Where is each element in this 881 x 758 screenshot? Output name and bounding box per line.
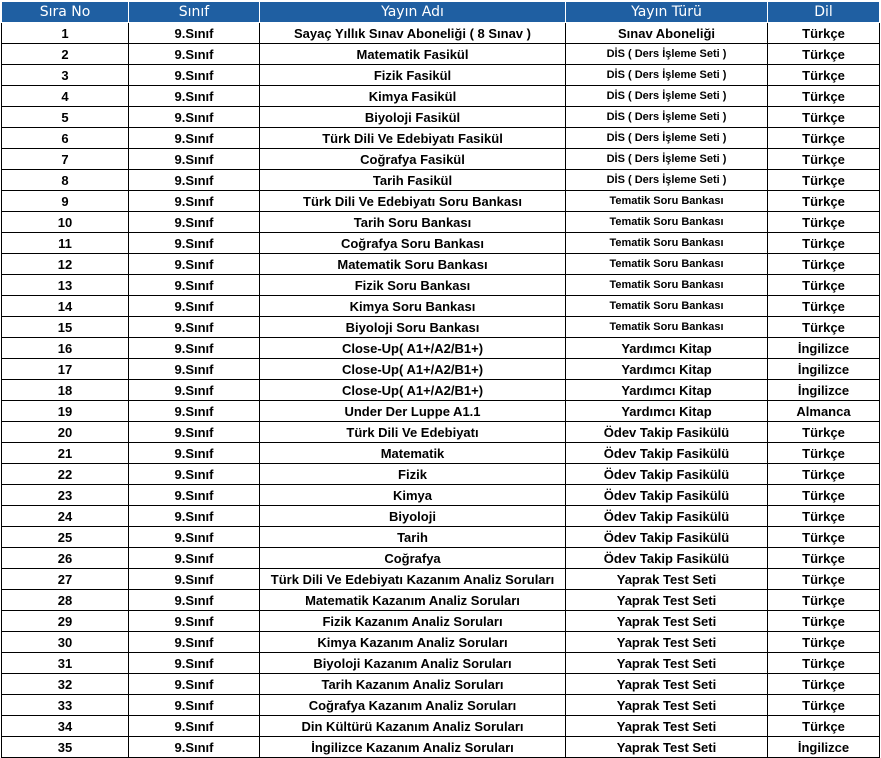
cell-sinif[interactable]: 9.Sınıf [129, 527, 260, 548]
cell-yayin-adi[interactable]: Kimya Kazanım Analiz Soruları [260, 632, 566, 653]
table-row [2, 233, 880, 254]
cell-sinif[interactable]: 9.Sınıf [129, 674, 260, 695]
cell-sira-no[interactable]: 32 [2, 674, 129, 695]
cell-sira-no[interactable]: 3 [2, 65, 129, 86]
table-row [2, 506, 880, 527]
cell-sinif[interactable]: 9.Sınıf [129, 695, 260, 716]
cell-yayin-turu[interactable]: Sınav Aboneliği [566, 23, 768, 44]
cell-sinif[interactable]: 9.Sınıf [129, 590, 260, 611]
cell-dil[interactable]: Türkçe [768, 716, 880, 737]
cell-yayin-adi[interactable]: Coğrafya Kazanım Analiz Soruları [260, 695, 566, 716]
cell-dil[interactable]: Türkçe [768, 233, 880, 254]
spreadsheet [1, 1, 879, 758]
cell-yayin-adi[interactable]: Türk Dili Ve Edebiyatı Kazanım Analiz Soruları [260, 569, 566, 590]
cell-sinif[interactable]: 9.Sınıf [129, 107, 260, 128]
cell-yayin-turu[interactable]: DİS ( Ders İşleme Seti ) [566, 65, 768, 86]
table-row [2, 107, 880, 128]
cell-dil[interactable]: Türkçe [768, 65, 880, 86]
cell-sinif[interactable]: 9.Sınıf [129, 23, 260, 44]
cell-yayin-turu[interactable]: Yardımcı Kitap [566, 359, 768, 380]
cell-yayin-turu[interactable]: Yaprak Test Seti [566, 716, 768, 737]
cell-yayin-turu[interactable]: Yaprak Test Seti [566, 569, 768, 590]
cell-dil[interactable]: Türkçe [768, 527, 880, 548]
header-dil[interactable]: Dil [768, 2, 880, 23]
cell-sinif[interactable]: 9.Sınıf [129, 86, 260, 107]
cell-yayin-turu[interactable]: Ödev Takip Fasikülü [566, 422, 768, 443]
table-row [2, 695, 880, 716]
cell-dil[interactable]: Türkçe [768, 485, 880, 506]
cell-sinif[interactable]: 9.Sınıf [129, 149, 260, 170]
cell-sinif[interactable]: 9.Sınıf [129, 737, 260, 758]
cell-sinif[interactable]: 9.Sınıf [129, 275, 260, 296]
table-row [2, 443, 880, 464]
cell-yayin-turu[interactable]: Yardımcı Kitap [566, 338, 768, 359]
cell-yayin-adi[interactable]: Biyoloji Fasikül [260, 107, 566, 128]
table-row [2, 527, 880, 548]
cell-yayin-adi[interactable]: Tarih Fasikül [260, 170, 566, 191]
cell-yayin-turu[interactable]: Tematik Soru Bankası [566, 317, 768, 338]
cell-sira-no[interactable]: 17 [2, 359, 129, 380]
cell-yayin-adi[interactable]: Matematik Soru Bankası [260, 254, 566, 275]
cell-sinif[interactable]: 9.Sınıf [129, 317, 260, 338]
table-row [2, 590, 880, 611]
table-row [2, 338, 880, 359]
cell-yayin-adi[interactable]: Kimya [260, 485, 566, 506]
table-row [2, 191, 880, 212]
cell-sinif[interactable]: 9.Sınıf [129, 569, 260, 590]
cell-yayin-adi[interactable]: Coğrafya Fasikül [260, 149, 566, 170]
table-row [2, 569, 880, 590]
cell-yayin-turu[interactable]: Tematik Soru Bankası [566, 296, 768, 317]
header-sira-no[interactable]: Sıra No [2, 2, 129, 23]
cell-yayin-adi[interactable]: Matematik [260, 443, 566, 464]
cell-yayin-adi[interactable]: Biyoloji Kazanım Analiz Soruları [260, 653, 566, 674]
table-row [2, 296, 880, 317]
cell-sinif[interactable]: 9.Sınıf [129, 338, 260, 359]
cell-sira-no[interactable]: 6 [2, 128, 129, 149]
cell-yayin-turu[interactable]: DİS ( Ders İşleme Seti ) [566, 44, 768, 65]
cell-yayin-adi[interactable]: Din Kültürü Kazanım Analiz Soruları [260, 716, 566, 737]
cell-yayin-adi[interactable]: Matematik Kazanım Analiz Soruları [260, 590, 566, 611]
table-row [2, 23, 880, 44]
cell-dil[interactable]: Türkçe [768, 569, 880, 590]
table-row [2, 401, 880, 422]
cell-yayin-turu[interactable]: Tematik Soru Bankası [566, 275, 768, 296]
cell-sinif[interactable]: 9.Sınıf [129, 212, 260, 233]
table-row [2, 632, 880, 653]
table-row [2, 422, 880, 443]
cell-yayin-turu[interactable]: Tematik Soru Bankası [566, 212, 768, 233]
cell-sinif[interactable]: 9.Sınıf [129, 548, 260, 569]
cell-dil[interactable]: İngilizce [768, 338, 880, 359]
cell-dil[interactable]: Türkçe [768, 695, 880, 716]
cell-yayin-turu[interactable]: Yardımcı Kitap [566, 380, 768, 401]
cell-sira-no[interactable]: 35 [2, 737, 129, 758]
publications-table [1, 1, 880, 758]
cell-dil[interactable]: Türkçe [768, 275, 880, 296]
table-row [2, 128, 880, 149]
table-row [2, 65, 880, 86]
cell-sira-no[interactable]: 14 [2, 296, 129, 317]
table-row [2, 548, 880, 569]
cell-sira-no[interactable]: 4 [2, 86, 129, 107]
cell-sinif[interactable]: 9.Sınıf [129, 380, 260, 401]
cell-sinif[interactable]: 9.Sınıf [129, 359, 260, 380]
cell-sira-no[interactable]: 22 [2, 464, 129, 485]
cell-yayin-turu[interactable]: Yardımcı Kitap [566, 401, 768, 422]
cell-dil[interactable]: Türkçe [768, 443, 880, 464]
cell-yayin-adi[interactable]: Close-Up( A1+/A2/B1+) [260, 338, 566, 359]
table-row [2, 653, 880, 674]
cell-sira-no[interactable]: 31 [2, 653, 129, 674]
cell-yayin-turu[interactable]: DİS ( Ders İşleme Seti ) [566, 170, 768, 191]
cell-yayin-adi[interactable]: Fizik [260, 464, 566, 485]
cell-sinif[interactable]: 9.Sınıf [129, 65, 260, 86]
cell-sira-no[interactable]: 5 [2, 107, 129, 128]
table-row [2, 674, 880, 695]
cell-sinif[interactable]: 9.Sınıf [129, 716, 260, 737]
cell-sira-no[interactable]: 12 [2, 254, 129, 275]
cell-dil[interactable]: Türkçe [768, 464, 880, 485]
cell-yayin-adi[interactable]: Biyoloji [260, 506, 566, 527]
header-sinif[interactable]: Sınıf [129, 2, 260, 23]
cell-yayin-adi[interactable]: Türk Dili Ve Edebiyatı Fasikül [260, 128, 566, 149]
cell-yayin-turu[interactable]: Yaprak Test Seti [566, 632, 768, 653]
table-row [2, 716, 880, 737]
cell-dil[interactable]: Türkçe [768, 674, 880, 695]
cell-yayin-adi[interactable]: Close-Up( A1+/A2/B1+) [260, 359, 566, 380]
table-row [2, 44, 880, 65]
cell-dil[interactable]: Türkçe [768, 506, 880, 527]
cell-sira-no[interactable]: 23 [2, 485, 129, 506]
cell-sira-no[interactable]: 1 [2, 23, 129, 44]
cell-yayin-adi[interactable]: Coğrafya Soru Bankası [260, 233, 566, 254]
cell-yayin-turu[interactable]: DİS ( Ders İşleme Seti ) [566, 149, 768, 170]
table-row [2, 317, 880, 338]
cell-dil[interactable]: Türkçe [768, 590, 880, 611]
cell-yayin-turu[interactable]: Yaprak Test Seti [566, 590, 768, 611]
cell-sira-no[interactable]: 7 [2, 149, 129, 170]
cell-yayin-turu[interactable]: Ödev Takip Fasikülü [566, 527, 768, 548]
cell-sira-no[interactable]: 8 [2, 170, 129, 191]
cell-dil[interactable]: Türkçe [768, 170, 880, 191]
table-row [2, 359, 880, 380]
cell-yayin-turu[interactable]: Yaprak Test Seti [566, 674, 768, 695]
cell-sira-no[interactable]: 26 [2, 548, 129, 569]
cell-sira-no[interactable]: 20 [2, 422, 129, 443]
cell-sinif[interactable]: 9.Sınıf [129, 464, 260, 485]
header-yayin-adi[interactable]: Yayın Adı [260, 2, 566, 23]
cell-sira-no[interactable]: 19 [2, 401, 129, 422]
table-row [2, 212, 880, 233]
cell-yayin-adi[interactable]: Kimya Soru Bankası [260, 296, 566, 317]
cell-sinif[interactable]: 9.Sınıf [129, 128, 260, 149]
cell-yayin-turu[interactable]: Tematik Soru Bankası [566, 233, 768, 254]
table-row [2, 611, 880, 632]
cell-dil[interactable]: Türkçe [768, 23, 880, 44]
cell-yayin-adi[interactable]: İngilizce Kazanım Analiz Soruları [260, 737, 566, 758]
cell-yayin-turu[interactable]: Ödev Takip Fasikülü [566, 506, 768, 527]
cell-sira-no[interactable]: 27 [2, 569, 129, 590]
cell-dil[interactable]: Türkçe [768, 611, 880, 632]
cell-sinif[interactable]: 9.Sınıf [129, 422, 260, 443]
cell-dil[interactable]: İngilizce [768, 737, 880, 758]
cell-yayin-adi[interactable]: Tarih Soru Bankası [260, 212, 566, 233]
cell-dil[interactable]: Türkçe [768, 317, 880, 338]
cell-yayin-adi[interactable]: Matematik Fasikül [260, 44, 566, 65]
cell-sira-no[interactable]: 28 [2, 590, 129, 611]
cell-yayin-adi[interactable]: Sayaç Yıllık Sınav Aboneliği ( 8 Sınav ) [260, 23, 566, 44]
cell-sira-no[interactable]: 29 [2, 611, 129, 632]
cell-sira-no[interactable]: 24 [2, 506, 129, 527]
cell-yayin-adi[interactable]: Türk Dili Ve Edebiyatı Soru Bankası [260, 191, 566, 212]
table-row [2, 485, 880, 506]
cell-sinif[interactable]: 9.Sınıf [129, 632, 260, 653]
cell-yayin-turu[interactable]: DİS ( Ders İşleme Seti ) [566, 86, 768, 107]
cell-yayin-adi[interactable]: Biyoloji Soru Bankası [260, 317, 566, 338]
cell-dil[interactable]: İngilizce [768, 359, 880, 380]
cell-dil[interactable]: Almanca [768, 401, 880, 422]
cell-sira-no[interactable]: 11 [2, 233, 129, 254]
cell-sinif[interactable]: 9.Sınıf [129, 233, 260, 254]
cell-yayin-adi[interactable]: Türk Dili Ve Edebiyatı [260, 422, 566, 443]
cell-dil[interactable]: Türkçe [768, 86, 880, 107]
cell-dil[interactable]: Türkçe [768, 254, 880, 275]
cell-sira-no[interactable]: 18 [2, 380, 129, 401]
cell-sinif[interactable]: 9.Sınıf [129, 170, 260, 191]
cell-yayin-turu[interactable]: DİS ( Ders İşleme Seti ) [566, 107, 768, 128]
cell-yayin-turu[interactable]: Ödev Takip Fasikülü [566, 548, 768, 569]
cell-yayin-adi[interactable]: Fizik Soru Bankası [260, 275, 566, 296]
cell-sinif[interactable]: 9.Sınıf [129, 401, 260, 422]
cell-sira-no[interactable]: 15 [2, 317, 129, 338]
cell-yayin-adi[interactable]: Coğrafya [260, 548, 566, 569]
cell-sinif[interactable]: 9.Sınıf [129, 443, 260, 464]
table-row [2, 464, 880, 485]
cell-sinif[interactable]: 9.Sınıf [129, 296, 260, 317]
cell-sira-no[interactable]: 30 [2, 632, 129, 653]
cell-sira-no[interactable]: 10 [2, 212, 129, 233]
table-row [2, 380, 880, 401]
table-row [2, 254, 880, 275]
cell-yayin-adi[interactable]: Close-Up( A1+/A2/B1+) [260, 380, 566, 401]
table-body [2, 23, 880, 758]
cell-sinif[interactable]: 9.Sınıf [129, 653, 260, 674]
cell-sinif[interactable]: 9.Sınıf [129, 191, 260, 212]
cell-dil[interactable]: Türkçe [768, 149, 880, 170]
cell-yayin-turu[interactable]: Yaprak Test Seti [566, 737, 768, 758]
cell-sira-no[interactable]: 9 [2, 191, 129, 212]
cell-dil[interactable]: Türkçe [768, 422, 880, 443]
cell-yayin-adi[interactable]: Tarih [260, 527, 566, 548]
cell-dil[interactable]: Türkçe [768, 212, 880, 233]
cell-dil[interactable]: Türkçe [768, 107, 880, 128]
cell-dil[interactable]: Türkçe [768, 653, 880, 674]
header-row [2, 2, 880, 23]
cell-dil[interactable]: Türkçe [768, 548, 880, 569]
table-row [2, 737, 880, 758]
cell-yayin-adi[interactable]: Tarih Kazanım Analiz Soruları [260, 674, 566, 695]
cell-sinif[interactable]: 9.Sınıf [129, 485, 260, 506]
cell-yayin-adi[interactable]: Kimya Fasikül [260, 86, 566, 107]
cell-sira-no[interactable]: 33 [2, 695, 129, 716]
cell-dil[interactable]: Türkçe [768, 632, 880, 653]
table-row [2, 149, 880, 170]
cell-yayin-adi[interactable]: Fizik Kazanım Analiz Soruları [260, 611, 566, 632]
cell-yayin-turu[interactable]: DİS ( Ders İşleme Seti ) [566, 128, 768, 149]
cell-yayin-turu[interactable]: Tematik Soru Bankası [566, 191, 768, 212]
cell-yayin-turu[interactable]: Yaprak Test Seti [566, 611, 768, 632]
cell-yayin-turu[interactable]: Yaprak Test Seti [566, 695, 768, 716]
cell-yayin-adi[interactable]: Fizik Fasikül [260, 65, 566, 86]
header-yayin-turu[interactable]: Yayın Türü [566, 2, 768, 23]
cell-sira-no[interactable]: 2 [2, 44, 129, 65]
cell-dil[interactable]: Türkçe [768, 296, 880, 317]
table-row [2, 275, 880, 296]
cell-sinif[interactable]: 9.Sınıf [129, 254, 260, 275]
cell-sira-no[interactable]: 13 [2, 275, 129, 296]
cell-dil[interactable]: İngilizce [768, 380, 880, 401]
cell-sira-no[interactable]: 25 [2, 527, 129, 548]
cell-dil[interactable]: Türkçe [768, 191, 880, 212]
cell-sira-no[interactable]: 21 [2, 443, 129, 464]
table-row [2, 170, 880, 191]
cell-sinif[interactable]: 9.Sınıf [129, 44, 260, 65]
cell-yayin-turu[interactable]: Yaprak Test Seti [566, 653, 768, 674]
cell-yayin-turu[interactable]: Ödev Takip Fasikülü [566, 464, 768, 485]
cell-sira-no[interactable]: 34 [2, 716, 129, 737]
cell-yayin-adi[interactable]: Under Der Luppe A1.1 [260, 401, 566, 422]
cell-sira-no[interactable]: 16 [2, 338, 129, 359]
cell-yayin-turu[interactable]: Tematik Soru Bankası [566, 254, 768, 275]
cell-yayin-turu[interactable]: Ödev Takip Fasikülü [566, 485, 768, 506]
cell-dil[interactable]: Türkçe [768, 44, 880, 65]
table-row [2, 86, 880, 107]
cell-dil[interactable]: Türkçe [768, 128, 880, 149]
cell-sinif[interactable]: 9.Sınıf [129, 506, 260, 527]
cell-yayin-turu[interactable]: Ödev Takip Fasikülü [566, 443, 768, 464]
cell-sinif[interactable]: 9.Sınıf [129, 611, 260, 632]
